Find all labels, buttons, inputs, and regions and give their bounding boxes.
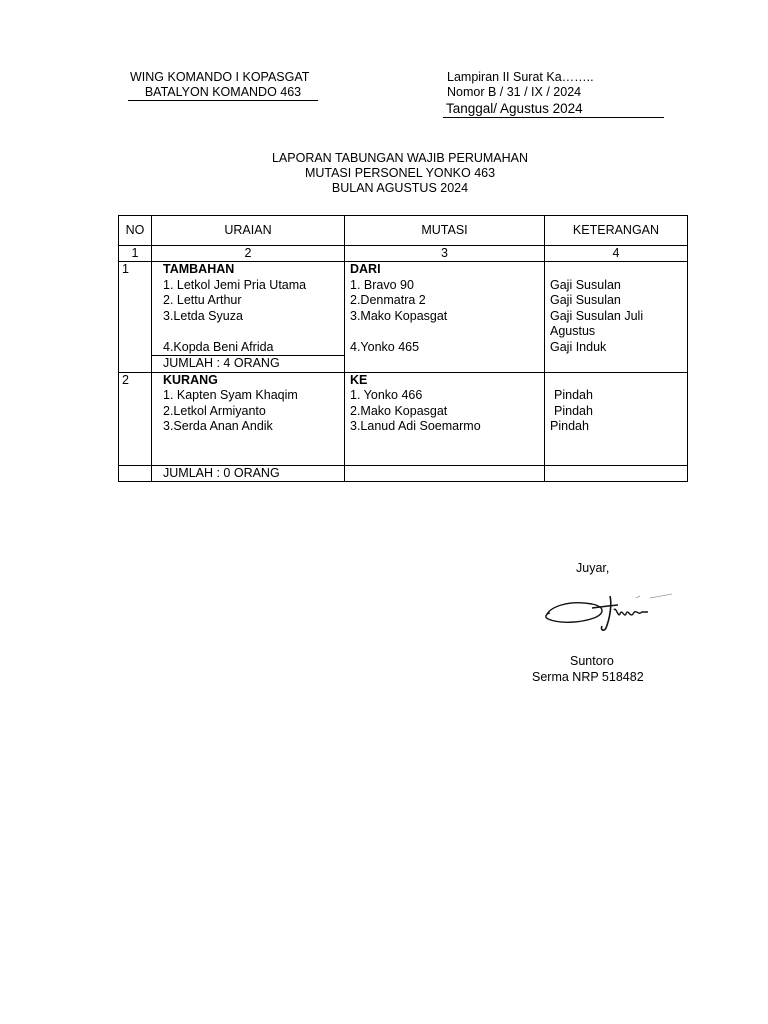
list-item: 2.Denmatra 2	[350, 293, 426, 307]
list-item: 4.Kopda Beni Afrida	[163, 339, 274, 354]
report-period: BULAN AGUSTUS 2024	[331, 181, 469, 195]
col-number: 4	[545, 246, 688, 262]
col-number: 2	[152, 246, 345, 262]
list-item: Pindah	[554, 388, 593, 402]
mutasi-cell	[345, 372, 545, 465]
attachment-label: Lampiran II Surat Ka……..	[447, 70, 594, 84]
header-uraian: URAIAN	[152, 216, 345, 246]
list-item: 1. Bravo 90	[350, 277, 414, 292]
header-no: NO	[119, 216, 152, 246]
list-item: Gaji Susulan Juli	[550, 308, 644, 323]
signer-name: Suntoro	[570, 654, 614, 668]
letter-date: Tanggal/ Agustus 2024	[443, 101, 664, 118]
list-item: Gaji Induk	[550, 339, 607, 354]
section-heading: KURANG	[163, 372, 218, 387]
list-item	[163, 324, 339, 340]
table-header-row	[119, 216, 688, 246]
list-item: 4.Yonko 465	[350, 339, 420, 354]
report-subtitle: MUTASI PERSONEL YONKO 463	[304, 166, 496, 180]
col-number: 3	[345, 246, 545, 262]
header-mutasi: MUTASI	[345, 216, 545, 246]
signature-scribble-icon	[540, 588, 680, 636]
jumlah-total: JUMLAH : 0 ORANG	[152, 465, 345, 482]
keterangan-cell	[545, 262, 688, 356]
unit-name: WING KOMANDO I KOPASGAT	[130, 70, 310, 84]
list-item: 3.Serda Anan Andik	[163, 419, 273, 433]
uraian-cell	[152, 372, 345, 465]
list-item: Pindah	[554, 403, 593, 418]
battalion-name: BATALYON KOMANDO 463	[128, 85, 318, 101]
signer-rank: Serma NRP 518482	[532, 670, 644, 684]
mutasi-cell	[345, 262, 545, 356]
list-item: 2. Lettu Arthur	[163, 293, 242, 307]
list-item: 1. Yonko 466	[350, 388, 423, 402]
section-heading: TAMBAHAN	[163, 262, 235, 276]
table-row	[119, 262, 688, 356]
uraian-cell	[152, 262, 345, 356]
list-item: 3.Mako Kopasgat	[350, 308, 448, 323]
section-heading: KE	[350, 372, 368, 387]
table-row	[119, 465, 688, 482]
header-keterangan: KETERANGAN	[545, 216, 688, 246]
section-heading: DARI	[350, 262, 381, 276]
list-item	[350, 324, 539, 340]
list-item: Pindah	[550, 419, 589, 433]
col-number: 1	[119, 246, 152, 262]
list-item: Gaji Susulan	[550, 293, 621, 307]
column-number-row	[119, 246, 688, 262]
row-number: 2	[119, 372, 152, 465]
list-item: Gaji Susulan	[550, 277, 621, 292]
jumlah-total: JUMLAH : 4 ORANG	[152, 356, 345, 373]
keterangan-cell	[545, 372, 688, 465]
list-item: Agustus	[550, 324, 596, 338]
signature-title: Juyar,	[576, 561, 610, 575]
report-title: LAPORAN TABUNGAN WAJIB PERUMAHAN	[271, 151, 529, 165]
list-item: 1. Letkol Jemi Pria Utama	[163, 277, 307, 292]
row-number: 1	[119, 262, 152, 356]
list-item: 1. Kapten Syam Khaqim	[163, 388, 298, 402]
list-item: 2.Letkol Armiyanto	[163, 403, 266, 418]
table-row	[119, 356, 688, 373]
list-item: 3.Letda Syuza	[163, 308, 243, 323]
letter-number: Nomor B / 31 / IX / 2024	[447, 85, 582, 99]
list-item: 2.Mako Kopasgat	[350, 403, 448, 418]
handwritten-signature	[540, 588, 680, 639]
list-item: 3.Lanud Adi Soemarmo	[350, 419, 481, 433]
table-row	[119, 372, 688, 465]
mutation-table	[118, 215, 688, 482]
